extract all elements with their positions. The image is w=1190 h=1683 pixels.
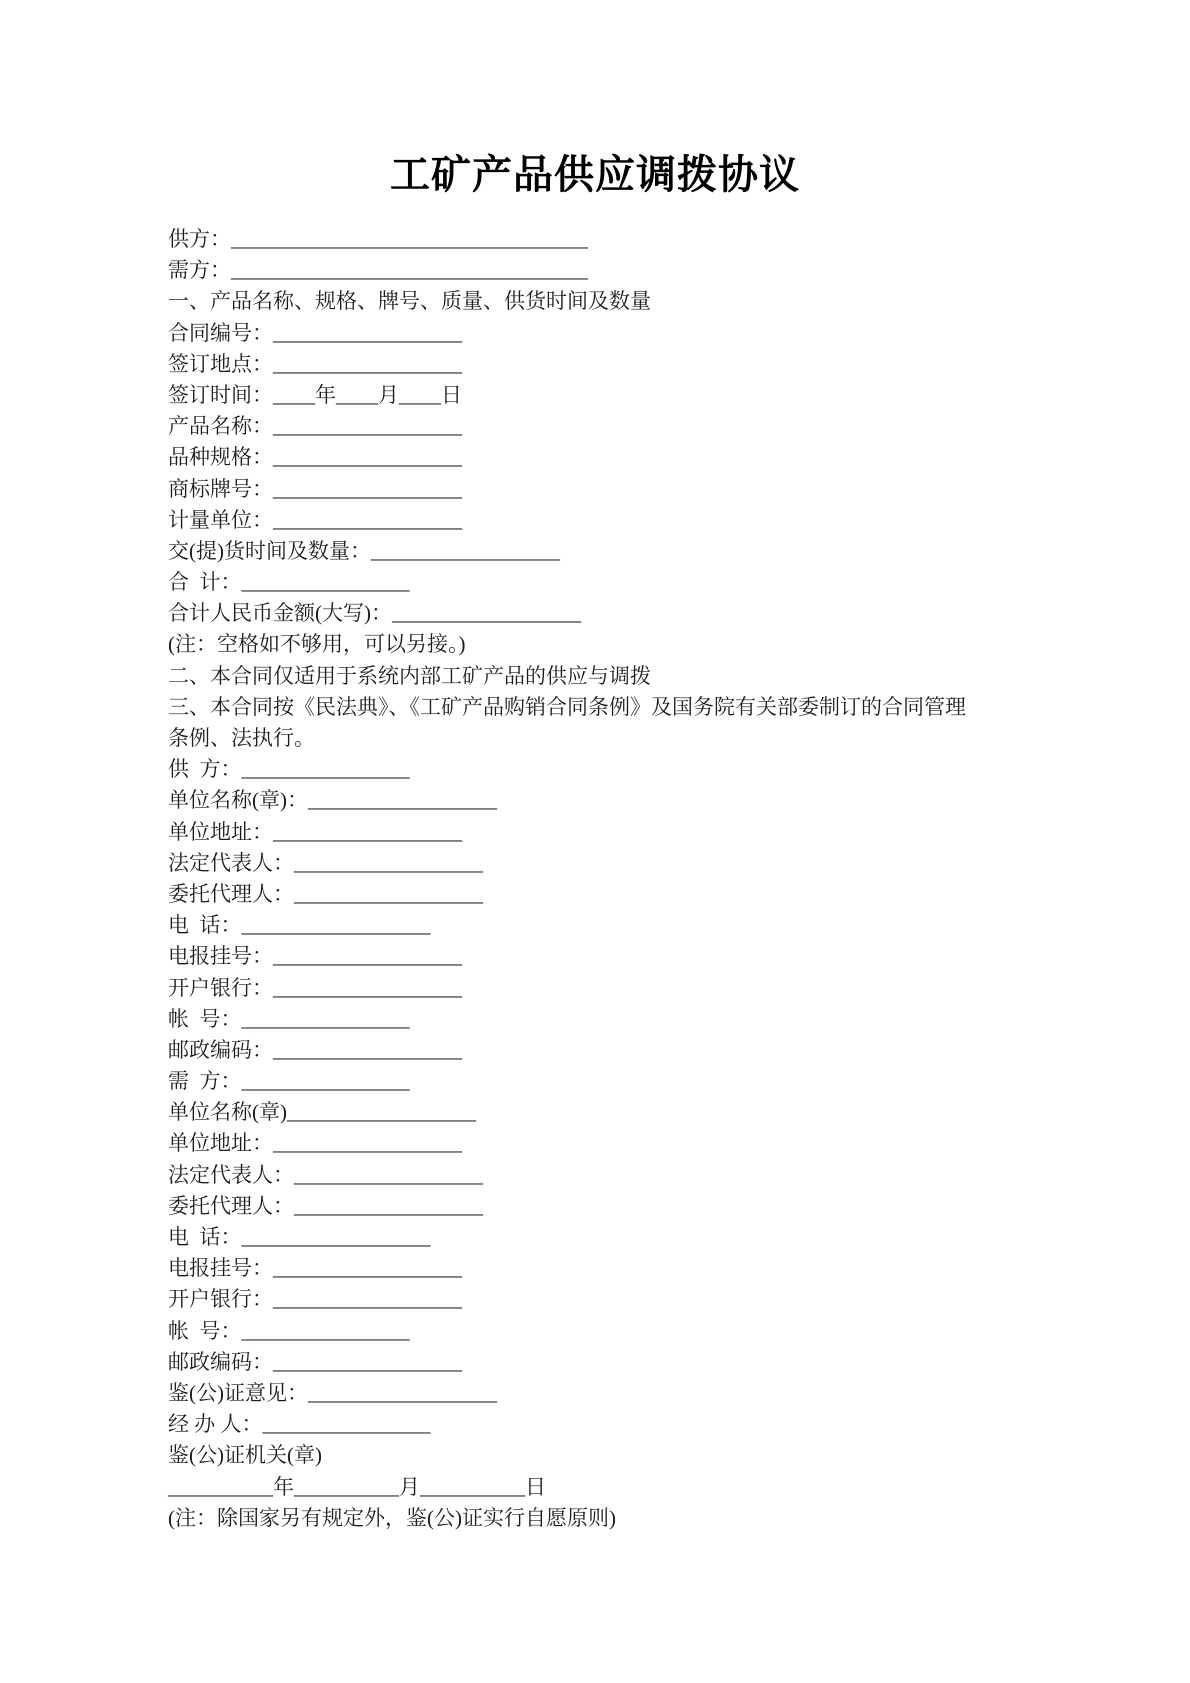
form-line: 一、产品名称、规格、牌号、质量、供货时间及数量 — [168, 289, 651, 314]
form-line: 帐 号：________________ — [168, 1006, 410, 1031]
form-line: 经 办 人：________________ — [168, 1412, 431, 1437]
form-line: 品种规格：__________________ — [168, 445, 462, 470]
form-line: 供 方：________________ — [168, 757, 410, 782]
form-line: 邮政编码：__________________ — [168, 1349, 462, 1374]
form-line: 二、本合同仅适用于系统内部工矿产品的供应与调拨 — [168, 663, 651, 688]
form-line: 电报挂号：__________________ — [168, 944, 462, 969]
form-line: 需 方：________________ — [168, 1069, 410, 1094]
document-body — [168, 224, 1128, 1534]
form-line: 签订时间：____年____月____日 — [168, 382, 462, 407]
form-line: 帐 号：________________ — [168, 1318, 410, 1343]
form-line: 签订地点：__________________ — [168, 351, 462, 376]
form-line: 产品名称：__________________ — [168, 414, 462, 439]
form-line: 单位地址：__________________ — [168, 819, 462, 844]
form-line: 条例、法执行。 — [168, 726, 315, 750]
form-line: 计量单位：__________________ — [168, 507, 462, 532]
form-line: 合同编号：__________________ — [168, 320, 462, 345]
form-line: 开户银行：__________________ — [168, 975, 462, 1000]
form-line: 需方：__________________________________ — [168, 258, 588, 283]
form-line: 商标牌号：__________________ — [168, 476, 462, 501]
form-line: 法定代表人：__________________ — [168, 850, 483, 875]
form-line: 交(提)货时间及数量：__________________ — [168, 538, 560, 563]
form-line: 三、本合同按《民法典》、《工矿产品购销合同条例》及国务院有关部委制订的合同管理 — [168, 694, 966, 719]
form-line: (注：空格如不够用，可以另接。) — [168, 632, 466, 657]
form-line: 电 话：__________________ — [168, 913, 431, 938]
form-line: __________年__________月__________日 — [168, 1474, 546, 1499]
form-line: 单位地址：__________________ — [168, 1131, 462, 1156]
form-line: 电报挂号：__________________ — [168, 1256, 462, 1281]
form-line: 单位名称(章)：__________________ — [168, 788, 497, 813]
form-line: 开户银行：__________________ — [168, 1287, 462, 1312]
form-line: 合 计：________________ — [168, 570, 410, 595]
form-line: 单位名称(章)__________________ — [168, 1100, 476, 1125]
form-line: 供方：__________________________________ — [168, 227, 588, 251]
form-line: (注：除国家另有规定外，鉴(公)证实行自愿原则) — [168, 1505, 616, 1530]
form-line: 合计人民币金额(大写)：__________________ — [168, 601, 581, 626]
form-line: 鉴(公)证意见：__________________ — [168, 1380, 497, 1405]
form-line: 委托代理人：__________________ — [168, 881, 483, 906]
document-title: 工矿产品供应调拨协议 — [390, 152, 800, 197]
form-line: 委托代理人：__________________ — [168, 1193, 483, 1218]
form-line: 邮政编码：__________________ — [168, 1037, 462, 1062]
form-line: 法定代表人：__________________ — [168, 1162, 483, 1187]
form-line: 鉴(公)证机关(章) — [168, 1443, 322, 1468]
form-line: 电 话：__________________ — [168, 1225, 431, 1249]
